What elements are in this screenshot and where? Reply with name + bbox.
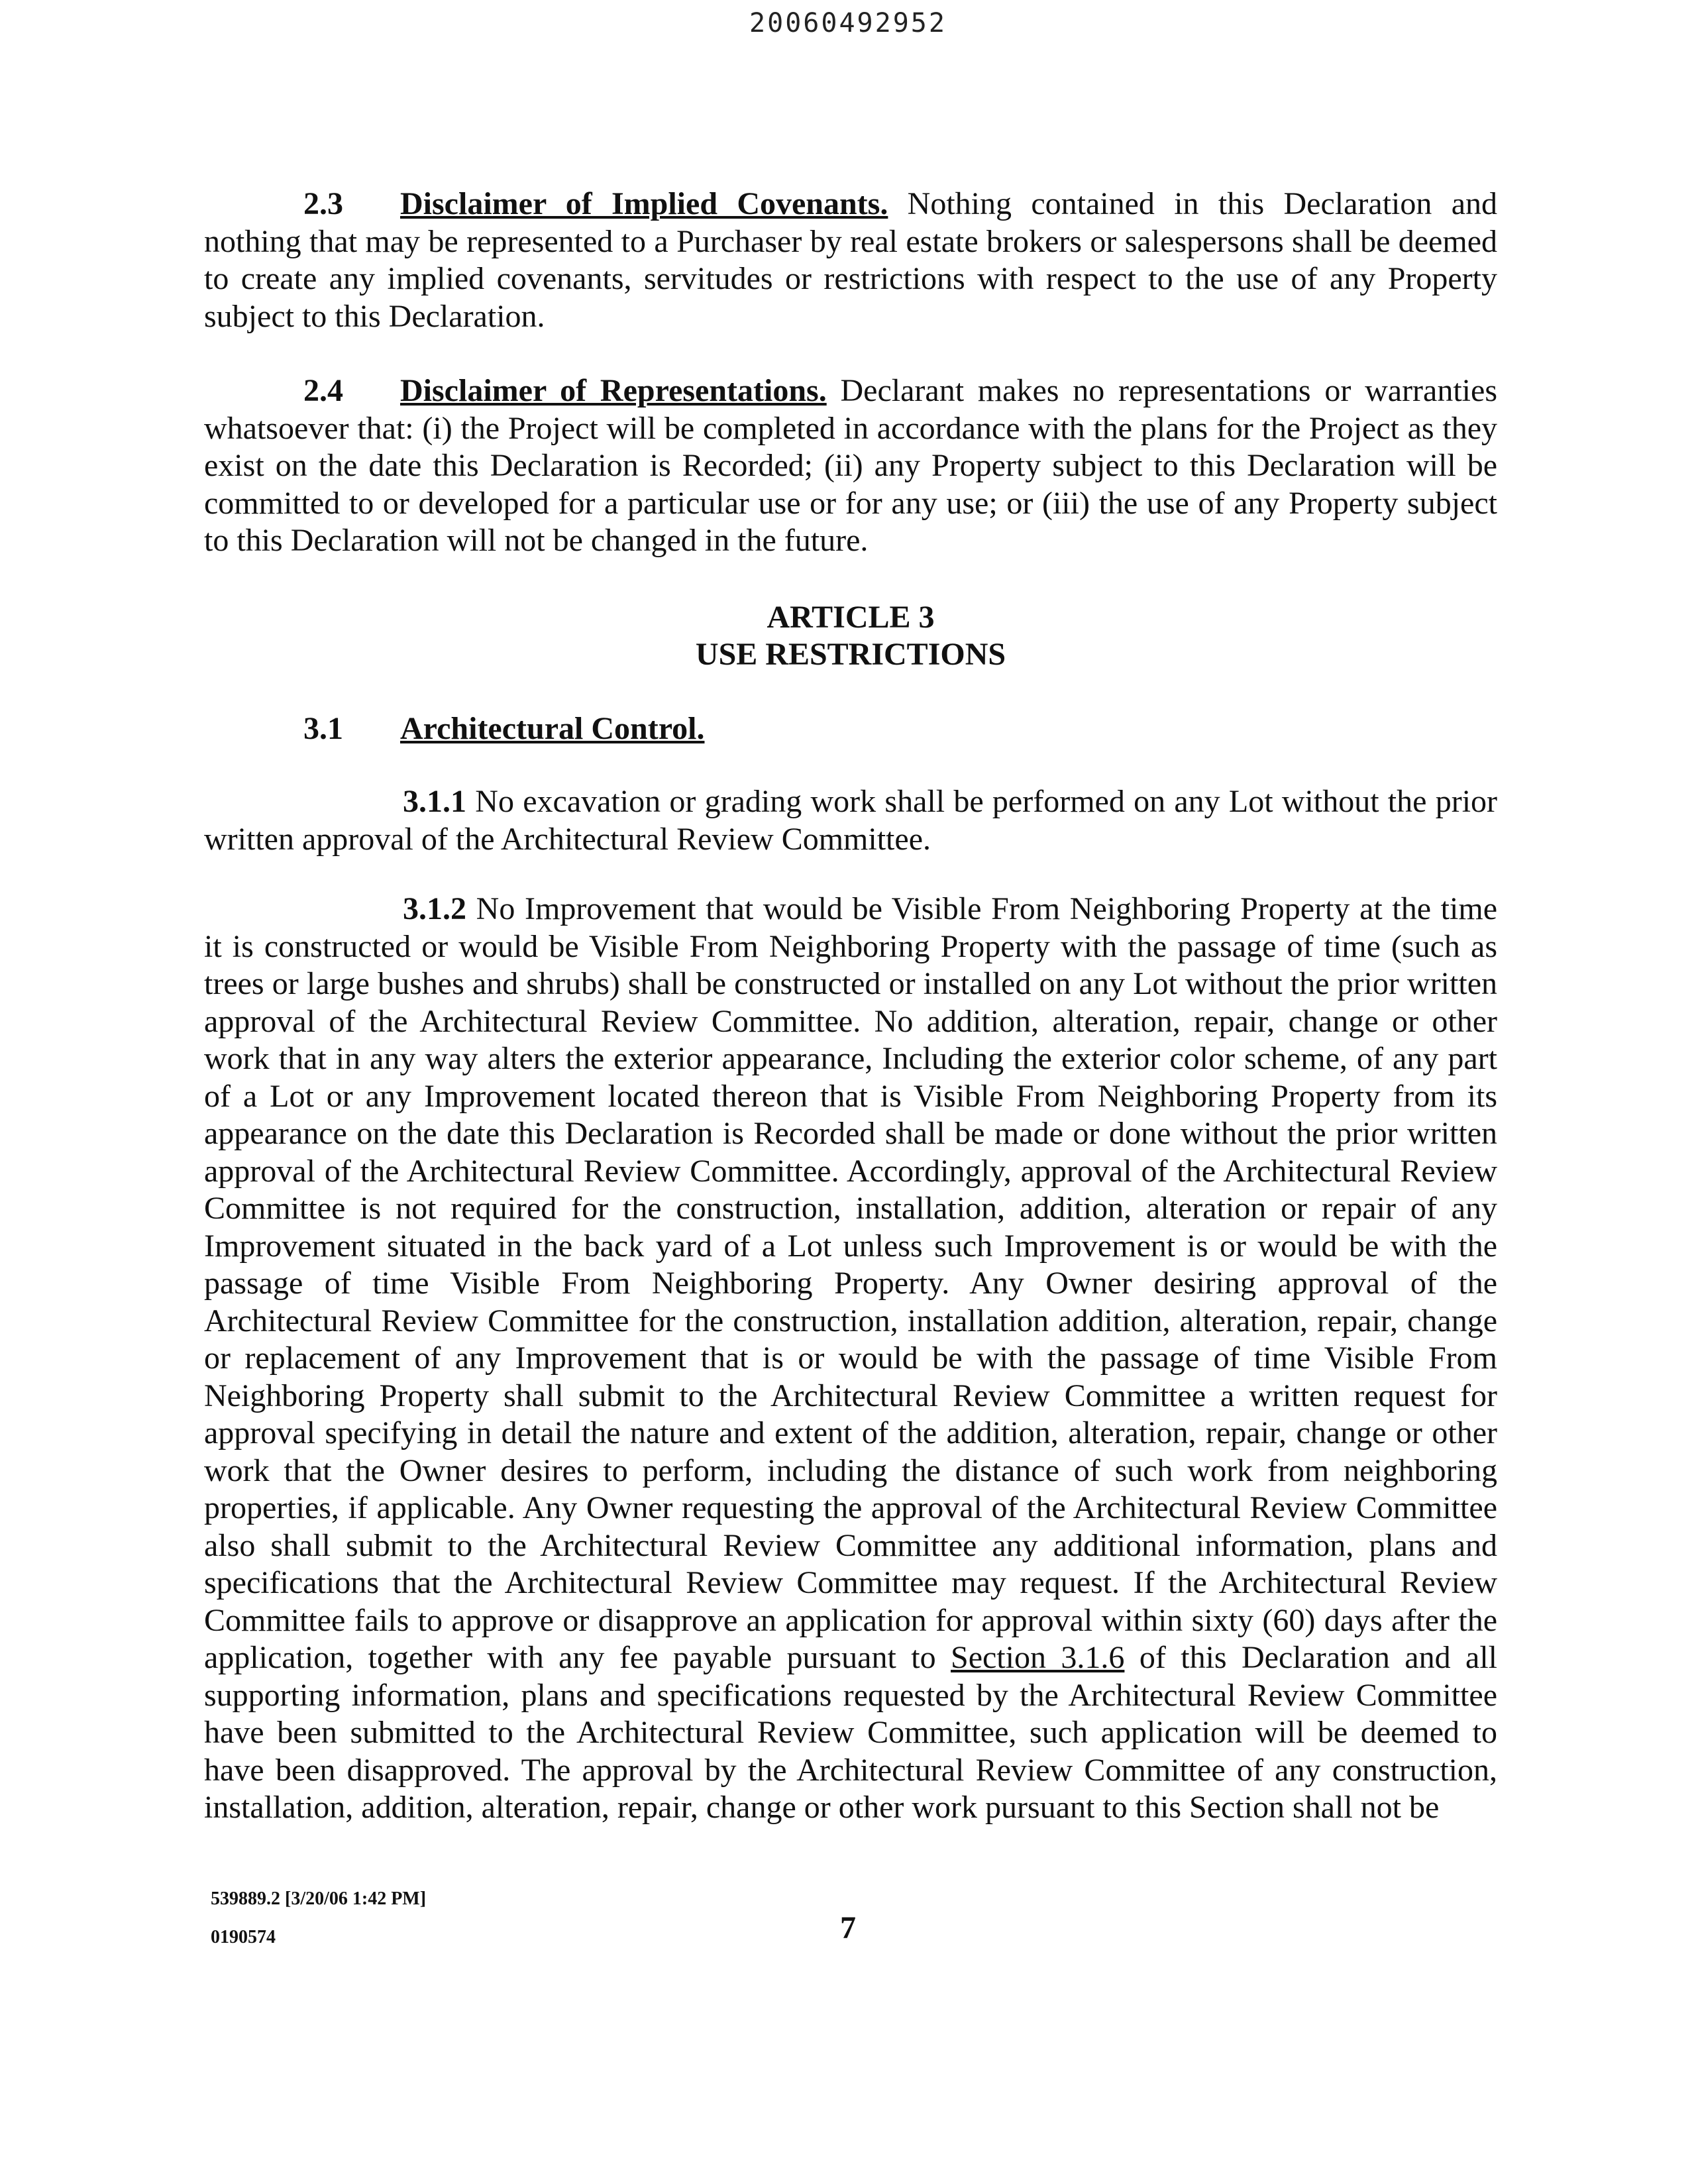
subsection-body-part-2: of this Declaration and all supporting information, plans and specifications requested by the Architectural Review Committee have been submitted to the Architectural Review Committee, such application will be deemed to have been disapproved. The approval by the Architectural Review Committee of any construction, installation, addition, alteration, repair, change or other work pursuant to this Section shall not be xyxy=(204,1640,1497,1825)
section-2-3-paragraph xyxy=(204,186,1497,335)
subsection-body-part-1: No Improvement that would be Visible From Neighboring Property at the time it is constructed or would be Visible From Neighboring Property with the passage of time (such as trees or large bushes and shrubs) shall be constructed or installed on any Lot without the prior written approval of the Architectural Review Committee. No addition, alteration, repair, change or other work that in any way alters the exterior appearance, Including the exterior color scheme, of any part of a Lot or any Improvement located thereon that is Visible From Neighboring Property from its appearance on the date this Declaration is Recorded shall be made or done without the prior written approval of the Architectural Review Committee. Accordingly, approval of the Architectural Review Committee is not required for the construction, installation, addition, alteration or repair of any Improvement situated in the back yard of a Lot unless such Improvement is or would be with the passage of time Visible From Neighboring Property. Any Owner desiring approval of the Architectural Review Committee for the construction, installation addition, alteration, repair, change or replacement of any Improvement that is or would be with the passage of time Visible From Neighboring Property shall submit to the Architectural Review Committee a written request for approval specifying in detail the nature and extent of the addition, alteration, repair, change or other work that the Owner desires to perform, including the distance of such work from neighboring properties, if applicable. Any Owner requesting the approval of the Architectural Review Committee also shall submit to the Architectural Review Committee any additional information, plans and specifications that the Architectural Review Committee may request. If the Architectural Review Committee fails to approve or disapprove an application for approval within sixty (60) days after the application, together with any fee payable pursuant to xyxy=(204,891,1497,1675)
footer-client-number: 0190574 xyxy=(211,1927,276,1947)
section-2-4-paragraph xyxy=(204,372,1497,560)
section-reference-link: Section 3.1.6 xyxy=(951,1640,1125,1675)
section-3-1-2 xyxy=(204,891,1497,1827)
section-number: 3.1 xyxy=(303,711,343,746)
section-heading: Disclaimer of Representations. xyxy=(400,373,827,408)
article-heading xyxy=(204,599,1497,673)
section-body: Nothing contained in this Declaration and nothing that may be represented to a Purchaser by real estate brokers or salespersons shall be deemed to create any implied covenants, servitudes or restrictions with respect to the use of any Property subject to this Declaration. xyxy=(204,186,1498,334)
section-2-3 xyxy=(204,186,1497,335)
section-heading: Disclaimer of Implied Covenants. xyxy=(400,186,888,221)
subsection-number: 3.1.2 xyxy=(403,891,466,926)
section-3-1-2-paragraph xyxy=(204,891,1497,1827)
section-number: 2.3 xyxy=(303,186,343,221)
section-2-4 xyxy=(204,372,1497,560)
section-number: 2.4 xyxy=(303,373,343,408)
subsection-body: No excavation or grading work shall be performed on any Lot without the prior written approval of the Architectural Review Committee. xyxy=(204,784,1498,857)
section-body: Declarant makes no representations or warranties whatsoever that: (i) the Project will be completed in accordance with the plans for the Project as they exist on the date this Declaration is Recorded; (ii) any Property subject to this Declaration will be committed to or developed for a particular use or for any use; or (iii) the use of any Property subject to this Declaration will not be changed in the future. xyxy=(204,373,1497,558)
page-number: 7 xyxy=(840,1910,856,1945)
footer-document-ref: 539889.2 [3/20/06 1:42 PM] xyxy=(211,1888,427,1909)
section-heading: Architectural Control. xyxy=(400,711,705,746)
section-3-1-heading xyxy=(303,710,704,747)
article-title: USE RESTRICTIONS xyxy=(695,637,1006,672)
subsection-number: 3.1.1 xyxy=(403,784,466,819)
article-number: ARTICLE 3 xyxy=(767,600,935,635)
section-3-1-1 xyxy=(204,783,1497,858)
document-number: 20060492952 xyxy=(749,8,947,38)
section-3-1-1-paragraph xyxy=(204,783,1497,858)
